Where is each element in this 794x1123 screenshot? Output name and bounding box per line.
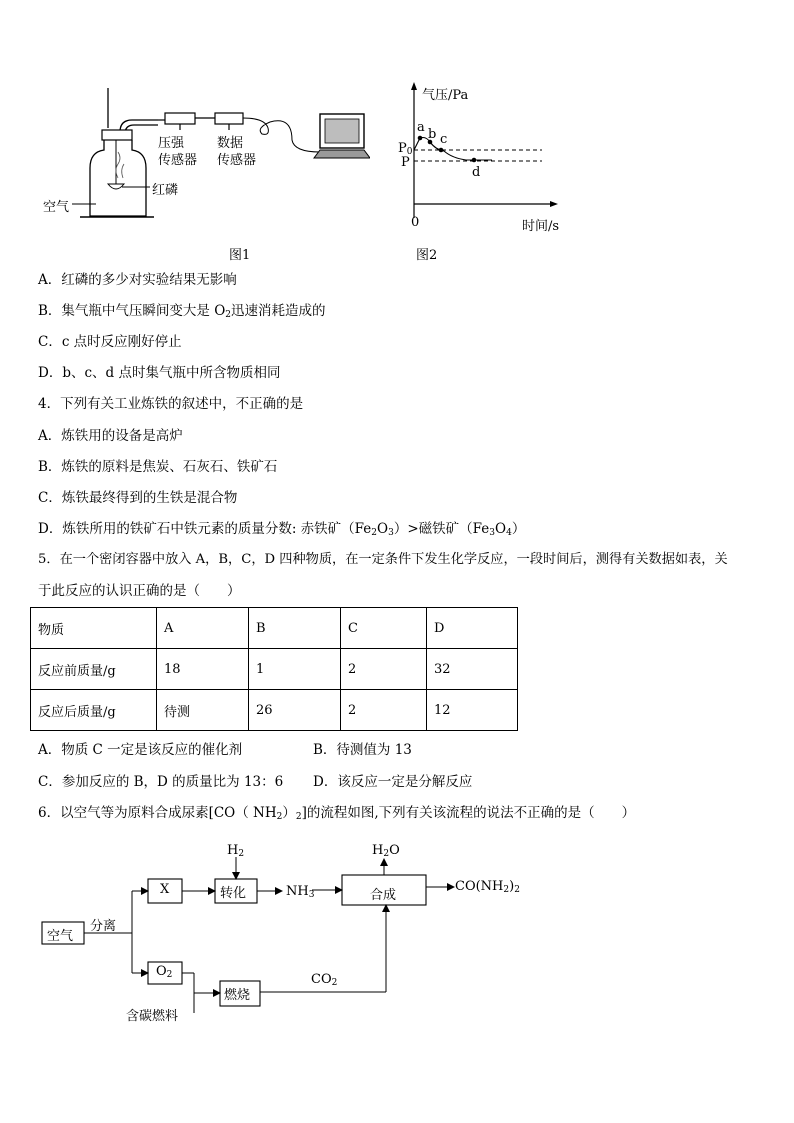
table-cell: 2 — [341, 649, 427, 690]
q5-stem-line2: 于此反应的认识正确的是（ ） — [38, 583, 241, 599]
urea-flow-diagram — [30, 835, 550, 1035]
table-row — [31, 690, 518, 731]
air-label: 空气 — [43, 200, 70, 215]
table-cell: 物质 — [31, 608, 157, 649]
q4-option-b: B．炼铁的原料是焦炭、石灰石、铁矿石 — [38, 459, 278, 475]
point-b-label: b — [428, 127, 437, 142]
flow-synthesis-box: 合成 — [370, 888, 397, 903]
flow-separate-label: 分离 — [90, 919, 117, 934]
figure-1-caption: 图1 — [229, 248, 251, 263]
flow-burn-box: 燃烧 — [224, 988, 251, 1003]
table-row — [31, 649, 518, 690]
q3-option-a: A．红磷的多少对实验结果无影响 — [38, 272, 237, 288]
table-cell: 反应前质量/g — [31, 649, 157, 690]
table-cell: 32 — [427, 649, 518, 690]
table-cell: A — [157, 608, 249, 649]
point-c-label: c — [440, 132, 448, 147]
q4-option-c: C．炼铁最终得到的生铁是混合物 — [38, 490, 238, 506]
table-cell: C — [341, 608, 427, 649]
table-cell: B — [249, 608, 341, 649]
q6-stem: 6．以空气等为原料合成尿素[CO（ $NH_2)_2$]的流程如图,下列有关该流程的说法不正确的是（ ） — [38, 805, 636, 822]
flow-nh3-label: $NH_3$ — [286, 884, 315, 900]
flow-urea-label: $CO(NH_2)_2$ — [455, 879, 520, 895]
data-sensor-label: 数据 传感器 — [217, 136, 257, 168]
y-axis-label: 气压/Pa — [422, 88, 469, 103]
flow-co2-label: $CO_2$ — [311, 972, 338, 988]
pressure-sensor-label: 压强 传感器 — [158, 136, 198, 168]
q4-option-d: D．炼铁所用的铁矿石中铁元素的质量分数: 赤铁矿$(Fe_2O_3)>$磁铁矿$(Fe_3O_4)$ — [38, 521, 526, 538]
q3-option-c: C．c 点时反应刚好停止 — [38, 334, 182, 350]
origin-label: 0 — [411, 215, 420, 230]
p0-label: $P_0$ — [398, 141, 413, 157]
q5-option-c: C．参加反应的 B，D 的质量比为 13：6 — [38, 774, 284, 790]
q5-option-a: A．物质 C 一定是该反应的催化剂 — [38, 742, 243, 758]
figure-2-graph — [392, 78, 572, 228]
table-cell: 2 — [341, 690, 427, 731]
flow-x-box: X — [160, 882, 170, 897]
figure-2-caption: 图2 — [416, 248, 438, 263]
table-cell: D — [427, 608, 518, 649]
flow-fuel-label: 含碳燃料 — [126, 1009, 179, 1024]
table-cell: 1 — [249, 649, 341, 690]
table-cell: 待测 — [157, 690, 249, 731]
q5-option-d: D．该反应一定是分解反应 — [313, 774, 473, 790]
q5-option-b: B．待测值为 13 — [313, 742, 412, 758]
red-phosphorus-label: 红磷 — [152, 183, 179, 198]
table-cell: 反应后质量/g — [31, 690, 157, 731]
point-d-label: d — [472, 165, 481, 180]
q4-option-a: A．炼铁用的设备是高炉 — [38, 428, 183, 444]
p-label: P — [401, 155, 410, 170]
point-a-label: a — [417, 120, 425, 135]
q5-data-table — [30, 607, 518, 731]
table-cell: 12 — [427, 690, 518, 731]
flow-air-box: 空气 — [47, 929, 74, 944]
figure-1-apparatus — [30, 80, 370, 260]
flow-h2o-label: $H_2O$ — [372, 843, 400, 859]
flow-o2-box: $O_2$ — [156, 964, 173, 980]
table-header-row — [31, 608, 518, 649]
q3-option-d: D．b、c、d 点时集气瓶中所含物质相同 — [38, 365, 281, 381]
table-cell: 18 — [157, 649, 249, 690]
table-cell: 26 — [249, 690, 341, 731]
flow-h2-label: $H_2$ — [227, 843, 245, 859]
q4-stem: 4．下列有关工业炼铁的叙述中，不正确的是 — [38, 396, 304, 412]
x-axis-label: 时间/s — [522, 219, 560, 234]
q5-stem-line1: 5．在一个密闭容器中放入 A，B，C，D 四种物质，在一定条件下发生化学反应，一段时间后，测得有关数据如表，关 — [38, 552, 728, 567]
q3-option-b: B．集气瓶中气压瞬间变大是 $O_2$迅速消耗造成的 — [38, 303, 326, 320]
flow-convert-box: 转化 — [220, 886, 247, 901]
